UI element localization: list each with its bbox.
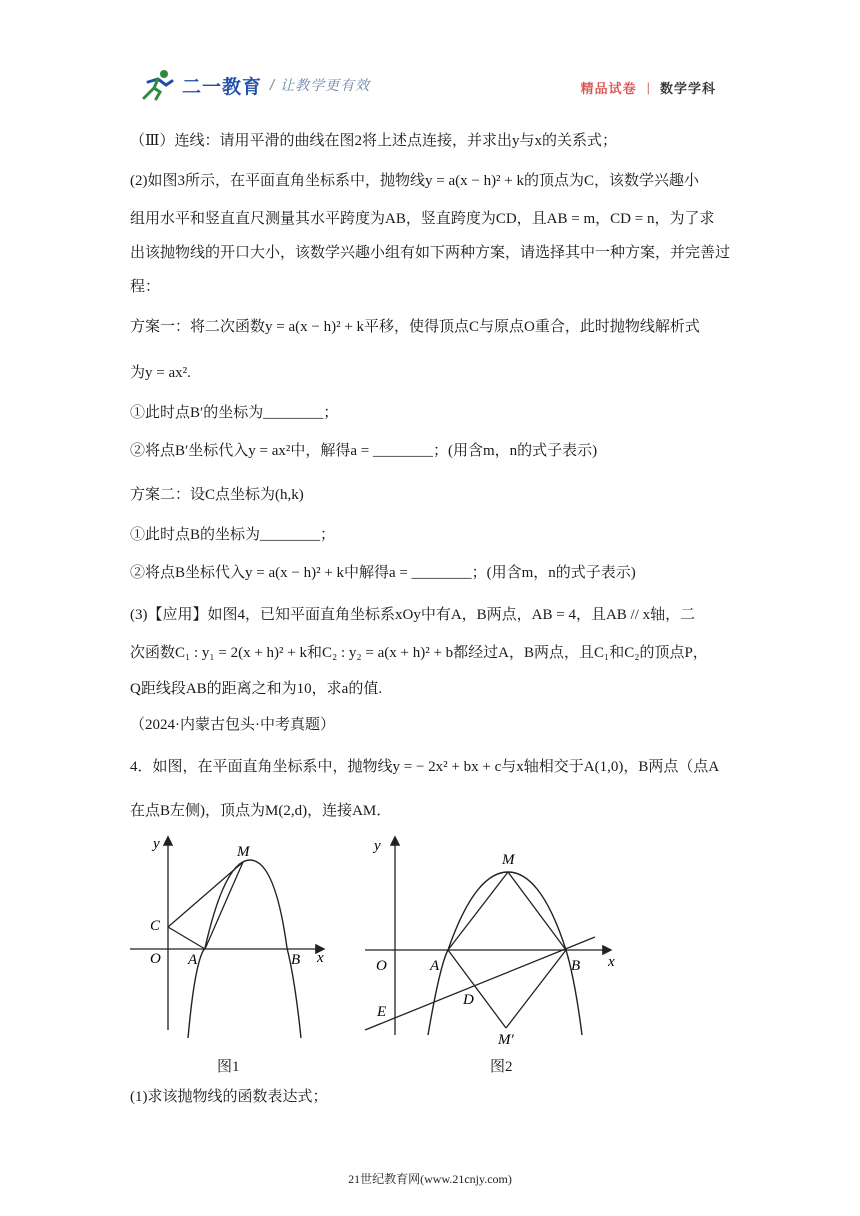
question-4-line-1: 4．如图，在平面直角坐标系中，抛物线y = − 2x² + bx + c与x轴相交于A(1,0)，B两点（点A <box>130 759 720 775</box>
tag-separator: | <box>646 80 650 95</box>
fig2-label-e: E <box>377 1004 387 1020</box>
fig2-label-o: O <box>376 958 387 974</box>
tag-subject: 数学学科 <box>659 81 716 96</box>
plan-1-line-2: 为y = ax². <box>130 365 191 381</box>
fig2-label-x: x <box>608 954 615 970</box>
question-2-line-3: 出该抛物线的开口大小，该数学兴趣小组有如下两种方案，请选择其中一种方案，并完善过 <box>130 245 731 261</box>
plan-1-step-2: ②将点B′坐标代入y = ax²中，解得a = ________；(用含m，n的式子表示) <box>130 443 598 459</box>
tag-premium: 精品试卷 <box>580 81 637 96</box>
fig2-line-ebd <box>365 937 595 1030</box>
fig2-label-m: M <box>502 852 515 868</box>
fig1-label-x: x <box>317 950 324 966</box>
fig2-label-b: B <box>571 958 581 974</box>
fig1-label-o: O <box>150 951 161 967</box>
fig1-segment-am <box>205 862 243 949</box>
header-tags <box>581 78 716 97</box>
fig2-label-d: D <box>463 992 474 1008</box>
question-2-line-4: 程： <box>130 279 161 295</box>
fig1-segment-ca <box>168 927 205 949</box>
fig2-label-y: y <box>374 838 381 854</box>
source-note: （2024·内蒙古包头·中考真题） <box>130 717 335 733</box>
plan-1-line-1: 方案一：将二次函数y = a(x − h)² + k平移，使得顶点C与原点O重合，此时抛物线解析式 <box>130 319 700 335</box>
fig1-label-y: y <box>153 836 160 852</box>
figure-2 <box>360 830 620 1045</box>
question-3-line-2: 次函数C₁ : y₁ = 2(x + h)² + k和C₂ : y₂ = a(x + h)² + b都经过A，B两点，且C₁和C₂的顶点P， <box>130 645 708 661</box>
runner-logo-icon <box>138 68 178 102</box>
fig2-segment-mb <box>508 872 566 950</box>
question-4-part-1: (1)求该抛物线的函数表达式； <box>130 1089 328 1105</box>
plan-2-title: 方案二：设C点坐标为(h,k) <box>130 487 304 503</box>
plan-2-step-2: ②将点B坐标代入y = a(x − h)² + k中解得a = ________；(用含m，n的式子表示) <box>130 565 636 581</box>
fig1-label-b: B <box>291 952 301 968</box>
plan-2-step-1: ①此时点B的坐标为________； <box>130 527 336 543</box>
brand-slash: / <box>270 76 275 94</box>
plan-1-step-1: ①此时点B′的坐标为________； <box>130 405 339 421</box>
question-3-line-3: Q距线段AB的距离之和为10，求a的值. <box>130 681 383 697</box>
paragraph-connect: （Ⅲ）连线：请用平滑的曲线在图2将上述点连接，并求出y与x的关系式； <box>130 133 617 149</box>
fig1-segment-cm <box>168 862 243 927</box>
figure-1 <box>125 830 335 1045</box>
logo <box>138 68 370 102</box>
fig1-label-c: C <box>150 918 161 934</box>
fig1-label-a: A <box>188 952 198 968</box>
page-header <box>0 0 860 110</box>
fig2-segment-m2b <box>506 950 566 1028</box>
brand-slogan: 让教学更有效 <box>280 77 371 93</box>
fig2-segment-am <box>448 872 508 950</box>
figure-1-caption: 图1 <box>217 1059 240 1075</box>
figure-2-caption: 图2 <box>490 1059 513 1075</box>
question-3-line-1: (3)【应用】如图4，已知平面直角坐标系xOy中有A，B两点，AB = 4，且AB // x轴，二 <box>130 607 696 623</box>
question-2-line-2: 组用水平和竖直直尺测量其水平跨度为AB，竖直跨度为CD，且AB = m，CD = n，为了求 <box>130 211 715 227</box>
fig2-label-a: A <box>430 958 440 974</box>
fig1-label-m: M <box>237 844 250 860</box>
fig2-segment-am2 <box>448 950 506 1028</box>
brand-name: 二一教育 <box>182 76 263 98</box>
fig2-label-m-prime: M′ <box>498 1032 514 1045</box>
question-2-line-1: (2)如图3所示，在平面直角坐标系中，抛物线y = a(x − h)² + k的顶点为C，该数学兴趣小 <box>130 173 700 189</box>
page-footer: 21世纪教育网(www.21cnjy.com) <box>348 1172 512 1186</box>
question-4-line-2: 在点B左侧)，顶点为M(2,d)，连接AM． <box>130 803 392 819</box>
